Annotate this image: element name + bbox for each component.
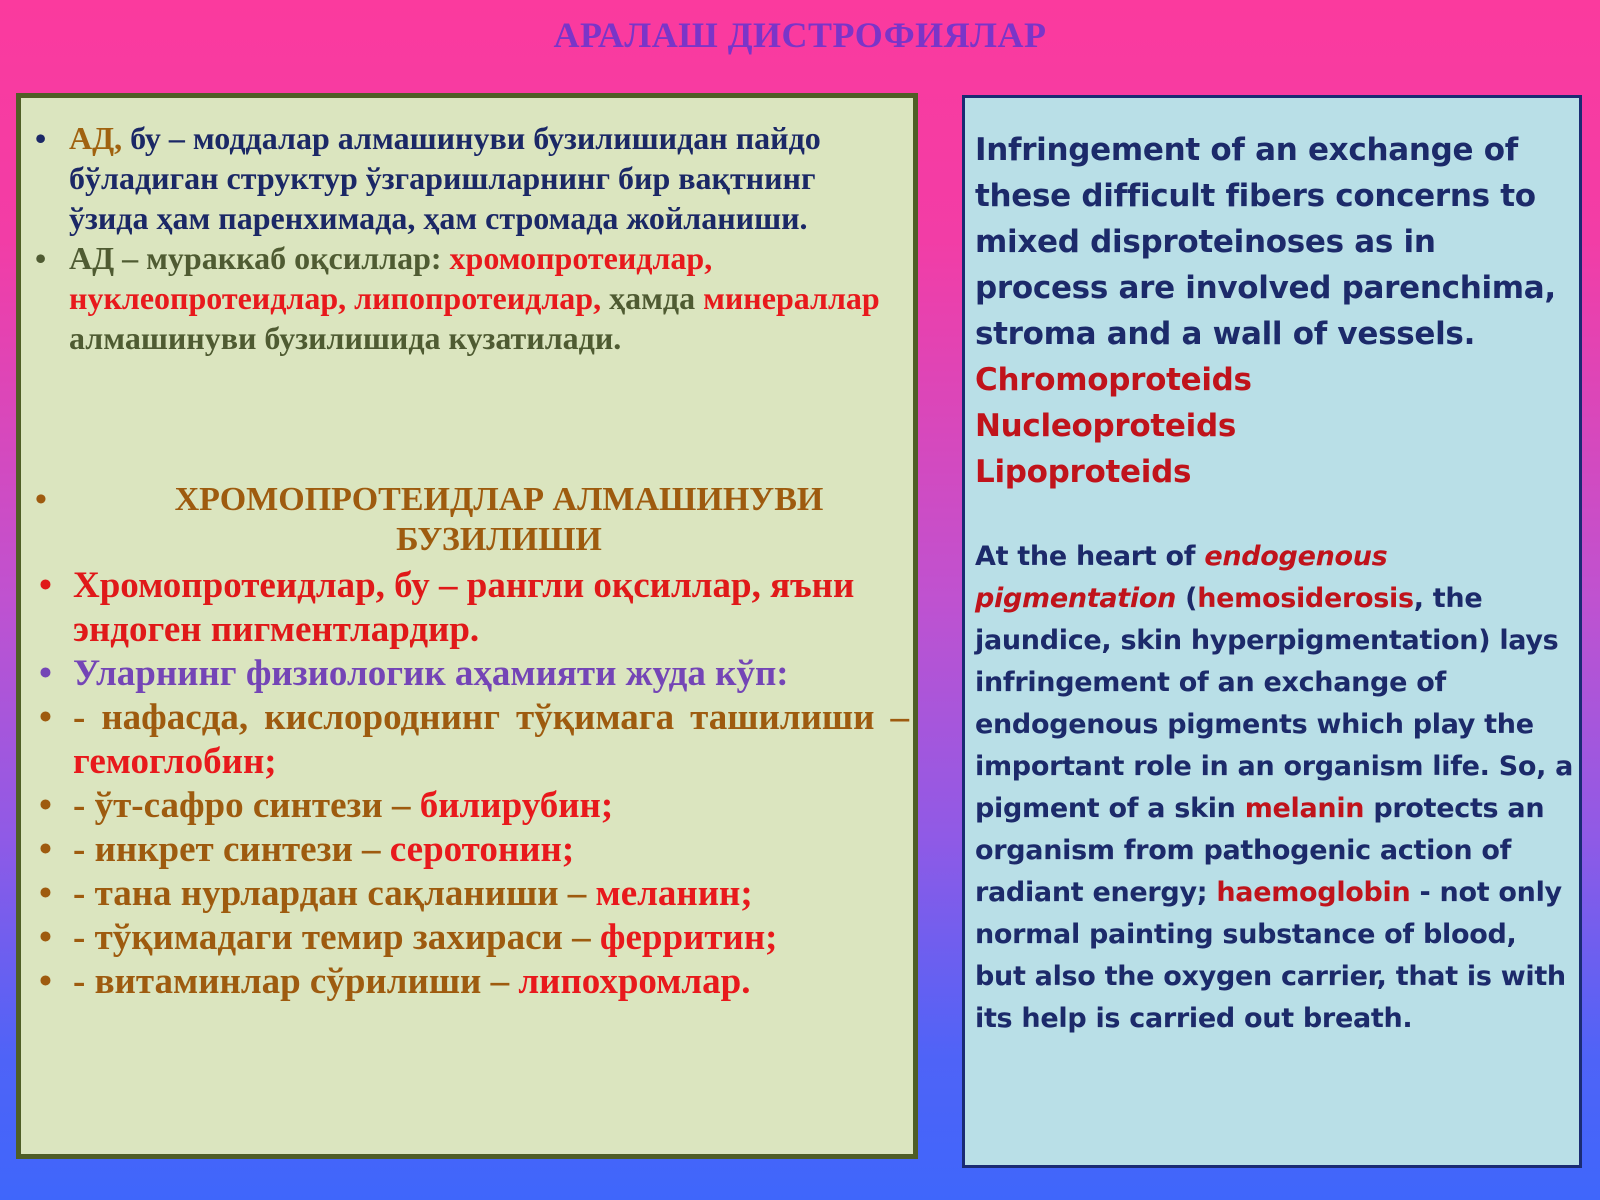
list-item xyxy=(73,872,909,916)
slide-title: АРАЛАШ ДИСТРОФИЯЛАР xyxy=(553,15,1047,55)
left-panel xyxy=(16,93,918,1159)
english-summary xyxy=(975,127,1575,495)
bile-text: - ўт-сафро синтези – xyxy=(73,785,420,826)
minerals-term: минераллар xyxy=(703,280,880,316)
hemosiderosis-term: hemosiderosis xyxy=(1197,583,1414,614)
ad-abbrev: АД, xyxy=(69,120,123,156)
iron-reserve-text: - тўқимадаги темир захираси – xyxy=(73,917,600,958)
heart-of-text: At the heart of xyxy=(975,541,1205,572)
observed-text: алмашинуви бузилишида кузатилади. xyxy=(69,320,622,356)
pigmentation-paragraph xyxy=(975,536,1575,1040)
ad-definition: бу – моддалар алмашинуви бузилишидан пайдо бўладиган структур ўзгаришларнинг бир вақтнинг ўзида ҳам паренхимада, ҳам стромада жойланиши. xyxy=(69,120,821,236)
list-item xyxy=(69,118,889,238)
list-item: • Хромопротеидлар, бу – рангли оқсиллар, яъни эндоген пигментлардир. xyxy=(73,564,909,652)
breathing-text: - нафасда, кислороднинг тўқимага ташилиши – xyxy=(73,697,909,738)
list-item xyxy=(73,916,909,960)
haemoglobin-term-en: haemoglobin xyxy=(1216,877,1411,908)
paren-open: ( xyxy=(1176,583,1198,614)
conjunction: ҳамда xyxy=(601,280,704,316)
ferritin-term: ферритин; xyxy=(599,917,778,958)
bilirubin-term: билирубин; xyxy=(419,785,614,826)
hemoglobin-term: гемоглобин; xyxy=(73,741,277,782)
ad-complex-proteins: АД – мураккаб оқсиллар: xyxy=(69,240,450,276)
list-item xyxy=(73,784,909,828)
intro-list xyxy=(21,118,889,358)
incret-text: - инкрет синтези – xyxy=(73,829,390,870)
list-item xyxy=(73,828,909,872)
list-chromoproteids: Chromoproteids xyxy=(975,362,1252,398)
summary-paragraph: Infringement of an exchange of these difficult fibers concerns to mixed disproteinoses as in process are involved parenchima, stroma and a wall of vessels. xyxy=(975,132,1556,352)
right-panel xyxy=(962,95,1582,1168)
jaundice-text: , the jaundice, skin hyperpigmentation) lays infringement of an exchange of endogenous pigments which play the important role in an organism life. So, a pigment of a skin xyxy=(975,583,1574,824)
melanin-term-en: melanin xyxy=(1244,793,1365,824)
list-item xyxy=(73,960,909,1004)
melanin-term: меланин; xyxy=(595,873,753,914)
list-lipoproteids: Lipoproteids xyxy=(975,454,1192,490)
list-item xyxy=(73,696,909,784)
serotonin-term: серотонин; xyxy=(389,829,575,870)
list-nucleoproteids: Nucleoproteids xyxy=(975,408,1237,444)
heading-list xyxy=(21,480,929,560)
lipochrome-term: липохромлар. xyxy=(518,961,751,1002)
ray-protection-text: - тана нурлардан сақланиши – xyxy=(73,873,596,914)
chromoprotein-list xyxy=(21,564,909,1004)
list-item xyxy=(69,238,889,358)
protects-text: protects an organism from pathogenic action of radiant energy; xyxy=(975,793,1545,908)
oxygen-carrier-text: - not only normal painting substance of blood, but also the oxygen carrier, that is with its help is carried out breath. xyxy=(975,877,1566,1034)
endogenous-pigmentation-term: endogenous pigmentation xyxy=(975,541,1388,614)
vitamin-absorption-text: - витаминлар сўрилиши – xyxy=(73,961,519,1002)
list-item: • Уларнинг физиологик аҳамияти жуда кўп: xyxy=(73,652,909,696)
chromoprotein-heading: • ХРОМОПРОТЕИДЛАР АЛМАШИНУВИ БУЗИЛИШИ xyxy=(69,480,929,560)
protein-types: хромопротеидлар, нуклеопротеидлар, липопротеидлар, xyxy=(69,240,713,316)
